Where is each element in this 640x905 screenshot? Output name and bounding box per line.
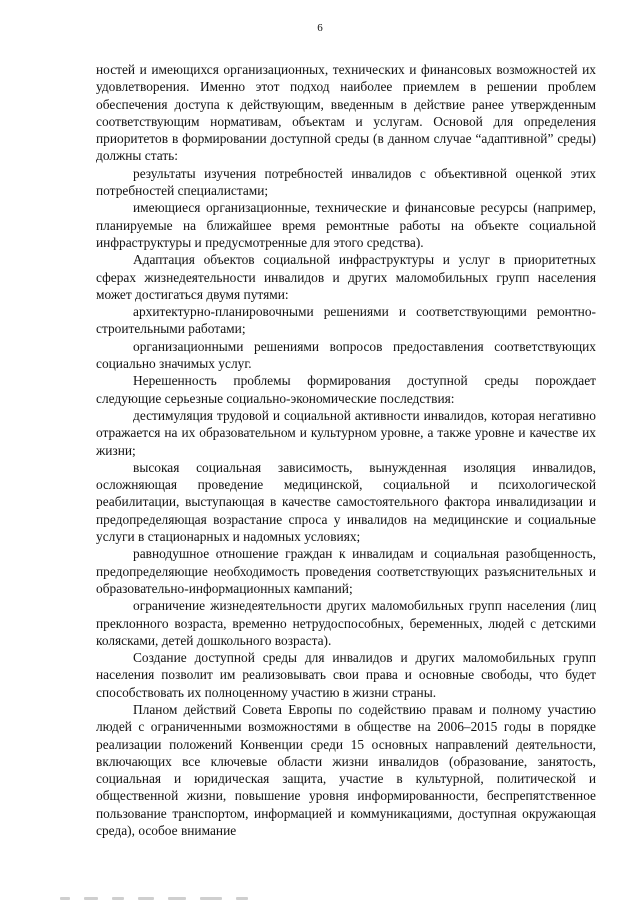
scan-edge-marks <box>60 897 300 903</box>
document-body <box>96 61 596 839</box>
paragraph: архитектурно-планировочными решениями и соответствующими ремонтно-строительными работами; <box>96 304 596 337</box>
paragraph: равнодушное отношение граждан к инвалидам и социальная разобщенность, предопределяющие необходимость проведения соответствующих разъяснительных и образовательно-информационных кампаний; <box>96 546 596 596</box>
paragraph: организационными решениями вопросов предоставления соответствующих социально значимых услуг. <box>96 338 596 372</box>
paragraph: дестимуляция трудовой и социальной активности инвалидов, которая негативно отражается на их образовательном и культурном уровне, а также уровне и качестве их жизни; <box>96 407 596 458</box>
paragraph: Нерешенность проблемы формирования доступной среды порождает следующие серьезные социально-экономические последствия: <box>96 373 596 406</box>
paragraph: имеющиеся организационные, технические и финансовые ресурсы (например, планируемые на ближайшее время ремонтные работы на объекте социальной инфраструктуры и предусмотренные для этого средства). <box>96 200 596 250</box>
paragraph: Адаптация объектов социальной инфраструктуры и услуг в приоритетных сферах жизнедеятельности инвалидов и других маломобильных групп населения может достигаться двумя путями: <box>96 252 596 302</box>
paragraph: Создание доступной среды для инвалидов и других маломобильных групп населения позволит им реализовывать свои права и основные свободы, что будет способствовать их полноценному участию в жизни страны. <box>96 650 596 700</box>
page-number: 6 <box>317 22 323 34</box>
paragraph: Планом действий Совета Европы по содействию правам и полному участию людей с ограниченными возможностями в обществе на 2006–2015 годы в порядке реализации положений Конвенции среди 15 основных направлений деятельности, включающих все ключевые области жизни инвалидов (образование, занятость, социальная и юридическая защита, участие в культурной, политической и общественной жизни, повышение уровня информированности, беспрепятственное пользование транспортом, информацией и коммуникациями, доступная окружающая среда), особое внимание <box>96 701 596 839</box>
paragraph: ностей и имеющихся организационных, технических и финансовых возможностей их удовлетворения. Именно этот подход наиболее приемлем в решении проблем обеспечения доступа к действующим, введенным в действие ранее утвержденным соответствующим нормативам, объектам и услугам. Основой для определения приоритетов в формировании доступной среды (в данном случае “адаптивной” среды) должны стать: <box>96 62 596 164</box>
paragraph: высокая социальная зависимость, вынужденная изоляция инвалидов, осложняющая проведение медицинской, социальной и психологической реабилитации, выступающая в качестве самостоятельного фактора инвалидизации и предопределяющая возрастание спроса у инвалидов на медицинские и социальные услуги в стационарных и надомных условиях; <box>96 459 596 545</box>
paragraph: ограничение жизнедеятельности других маломобильных групп населения (лиц преклонного возраста, временно нетрудоспособных, беременных, людей с детскими колясками, детей дошкольного возраста). <box>96 598 596 648</box>
paragraph: результаты изучения потребностей инвалидов с объективной оценкой этих потребностей специалистами; <box>96 165 596 199</box>
